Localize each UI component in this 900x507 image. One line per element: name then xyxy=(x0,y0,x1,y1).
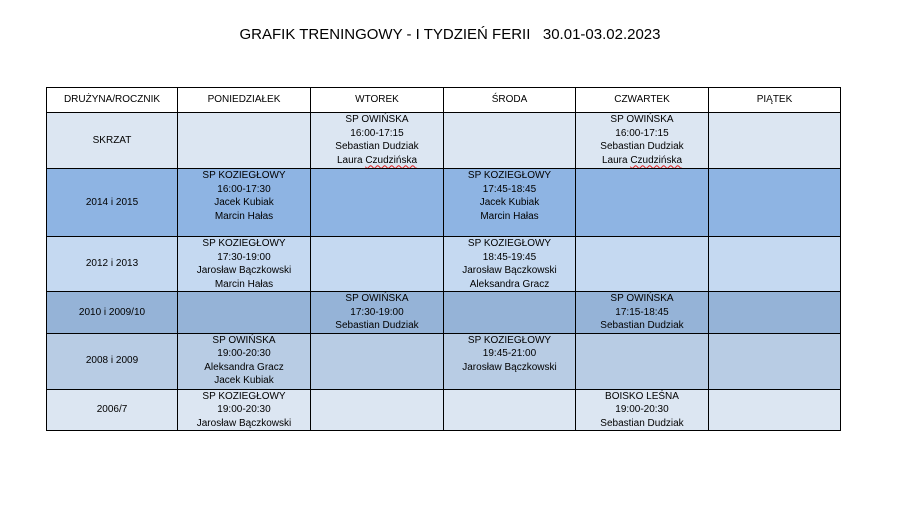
session-line: 17:30-19:00 xyxy=(350,306,404,318)
session-cell-wednesday xyxy=(444,237,576,292)
team-cell: 2010 i 2009/10 xyxy=(47,292,178,334)
header-team: DRUŻYNA/ROCZNIK xyxy=(47,88,178,113)
session-cell-thursday xyxy=(576,389,709,431)
table-row xyxy=(47,237,841,292)
session-line: Marcin Hałas xyxy=(480,210,539,222)
session-cell-friday xyxy=(709,292,841,334)
session-line: 17:15-18:45 xyxy=(615,306,669,318)
session-cell-tuesday xyxy=(311,333,444,389)
session-line: Jarosław Bączkowski xyxy=(462,265,557,276)
header-monday: PONIEDZIAŁEK xyxy=(178,88,311,113)
session-cell-thursday xyxy=(576,169,709,237)
session-line: Sebastian Dudziak xyxy=(335,320,419,331)
session-line: 19:00-20:30 xyxy=(217,348,271,359)
session-line: 17:45-18:45 xyxy=(482,183,537,195)
session-line: SP KOZIEGŁOWY xyxy=(467,170,552,181)
table-row xyxy=(47,113,841,169)
session-cell-thursday xyxy=(576,292,709,334)
session-line: Marcin Hałas xyxy=(214,210,274,222)
session-line: SP OWIŃSKA xyxy=(212,334,276,346)
team-cell: 2006/7 xyxy=(47,389,178,431)
session-cell-thursday xyxy=(576,113,709,169)
team-cell: 2012 i 2013 xyxy=(47,237,178,292)
session-cell-friday xyxy=(709,389,841,431)
session-line: SP OWIŃSKA xyxy=(610,293,674,304)
session-line: SP OWIŃSKA xyxy=(610,114,674,125)
header-row xyxy=(47,88,841,113)
session-cell-monday xyxy=(178,113,311,169)
session-cell-wednesday xyxy=(444,113,576,169)
table-row xyxy=(47,292,841,334)
session-cell-wednesday xyxy=(444,389,576,431)
session-line: SP KOZIEGŁOWY xyxy=(467,334,552,346)
session-line: SP KOZIEGŁOWY xyxy=(467,238,552,249)
session-line: Jacek Kubiak xyxy=(214,197,274,208)
session-line: Aleksandra Gracz xyxy=(204,361,284,373)
header-thursday: CZWARTEK xyxy=(576,88,709,113)
session-cell-thursday xyxy=(576,333,709,389)
session-line: 19:00-20:30 xyxy=(217,404,271,415)
team-cell: SKRZAT xyxy=(47,113,178,169)
session-line: SP KOZIEGŁOWY xyxy=(202,390,286,402)
table-row xyxy=(47,169,841,237)
session-line: 19:45-21:00 xyxy=(482,348,537,359)
session-line: Sebastian Dudziak xyxy=(335,141,419,152)
session-line: Sebastian Dudziak xyxy=(600,417,684,429)
session-line: Jacek Kubiak xyxy=(479,197,540,208)
table-row xyxy=(47,333,841,389)
session-line: Jarosław Bączkowski xyxy=(196,417,292,429)
session-cell-tuesday xyxy=(311,113,444,169)
session-line: Jarosław Bączkowski xyxy=(462,361,557,373)
session-line: BOISKO LEŚNA xyxy=(605,390,679,402)
session-line: Jarosław Bączkowski xyxy=(196,265,292,276)
session-line: 19:00-20:30 xyxy=(615,404,669,415)
session-cell-friday xyxy=(709,333,841,389)
session-cell-tuesday xyxy=(311,169,444,237)
session-cell-tuesday xyxy=(311,389,444,431)
session-cell-monday xyxy=(178,169,311,237)
session-cell-wednesday xyxy=(444,333,576,389)
session-cell-friday xyxy=(709,113,841,169)
session-cell-tuesday xyxy=(311,237,444,292)
team-cell: 2008 i 2009 xyxy=(47,333,178,389)
session-cell-thursday xyxy=(576,237,709,292)
session-line: Marcin Hałas xyxy=(214,278,274,290)
session-cell-friday xyxy=(709,169,841,237)
session-cell-monday xyxy=(178,237,311,292)
table-row xyxy=(47,389,841,431)
session-line: Aleksandra Gracz xyxy=(469,278,550,290)
session-line: SP OWIŃSKA xyxy=(345,293,409,304)
header-friday: PIĄTEK xyxy=(709,88,841,113)
session-cell-monday xyxy=(178,333,311,389)
session-cell-wednesday xyxy=(444,169,576,237)
session-line: SP OWIŃSKA xyxy=(345,114,409,125)
session-cell-monday xyxy=(178,389,311,431)
session-line: 16:00-17:15 xyxy=(350,127,404,139)
session-line: SP KOZIEGŁOWY xyxy=(202,238,286,249)
page-title: GRAFIK TRENINGOWY - I TYDZIEŃ FERII 30.01-03.02.2023 xyxy=(239,26,661,43)
session-line: 16:00-17:15 xyxy=(615,127,669,139)
session-line: SP KOZIEGŁOWY xyxy=(202,170,286,181)
session-line: 18:45-19:45 xyxy=(482,251,537,263)
schedule-table xyxy=(46,87,841,431)
session-line: 16:00-17:30 xyxy=(217,183,271,195)
session-cell-monday xyxy=(178,292,311,334)
session-line: Sebastian Dudziak xyxy=(600,141,684,152)
session-cell-friday xyxy=(709,237,841,292)
header-wednesday: ŚRODA xyxy=(444,88,576,113)
session-line: Laura Czudzińska xyxy=(336,154,418,166)
session-line: 17:30-19:00 xyxy=(217,251,271,263)
team-cell: 2014 i 2015 xyxy=(47,169,178,237)
session-line: Jacek Kubiak xyxy=(214,375,274,386)
session-line: Sebastian Dudziak xyxy=(600,320,684,331)
session-cell-tuesday xyxy=(311,292,444,334)
session-line: Laura Czudzińska xyxy=(601,154,683,166)
header-tuesday: WTOREK xyxy=(311,88,444,113)
session-cell-wednesday xyxy=(444,292,576,334)
